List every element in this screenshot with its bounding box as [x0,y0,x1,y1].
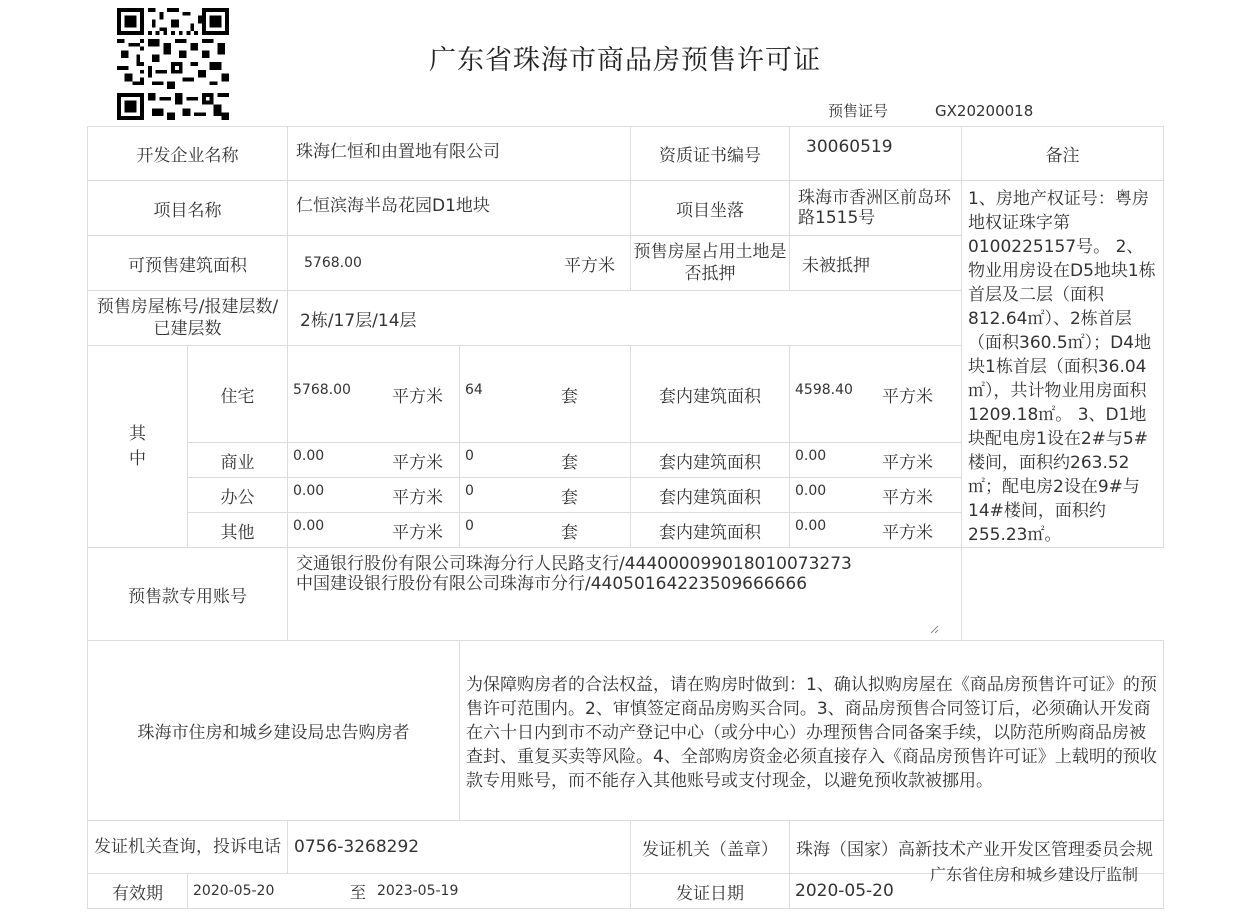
issuer-label: 发证机关（盖章） [631,821,790,874]
mortgage-label: 预售房屋占用土地是否抵押 [631,236,790,291]
account-line-1: 交通银行股份有限公司珠海分行人民路支行/444000099018010073273 [296,554,852,574]
other-area-unit: 平方米 [392,522,443,543]
type-other: 其他 [188,513,288,548]
residential-count: 64 [465,381,483,398]
issue-date-label: 发证日期 [631,874,790,909]
commercial-area-cell [288,443,460,478]
other-inner-unit: 平方米 [882,522,933,543]
sale-area-label: 可预售建筑面积 [88,236,288,291]
permit-number [828,100,1033,121]
developer-label: 开发企业名称 [88,127,288,181]
residential-inner-unit: 平方米 [882,386,933,407]
other-count-unit: 套 [561,522,578,543]
qualification-value: 30060519 [790,127,962,181]
sale-area-value: 5768.00 [304,255,362,271]
location-value: 珠海市香洲区前岛环路1515号 [790,181,962,236]
issuer-value: 珠海（国家）高新技术产业开发区管理委员会规 [790,821,1164,874]
account-textarea[interactable] [288,548,962,641]
commercial-area-unit: 平方米 [392,452,443,473]
project-value: 仁恒滨海半岛花园D1地块 [288,181,631,236]
type-office: 办公 [188,478,288,513]
commercial-inner-label: 套内建筑面积 [631,443,790,478]
mortgage-value: 未被抵押 [790,236,962,291]
office-count-unit: 套 [561,487,578,508]
complaint-label: 发证机关查询，投诉电话 [88,821,288,874]
other-area: 0.00 [293,517,325,534]
commercial-inner-cell [790,443,962,478]
document-title: 广东省珠海市商品房预售许可证 [429,45,821,76]
residential-area: 5768.00 [293,381,351,398]
office-inner-unit: 平方米 [882,487,933,508]
notice-text: 为保障购房者的合法权益，请在购房时做到：1、确认拟购房屋在《商品房预售许可证》的预售许可范围内。2、审慎签定商品房购买合同。3、商品房预售合同签订后，必须确认开发商在六十日内到市不动产登记中心（或分中心）办理预售合同备案手续，以防范所购商品房被查封、重复买卖等风险。4、全部购房资金必须直接存入《商品房预售许可证》上载明的预收款专用账号，而不能存入其他账号或支付现金，以避免预收款被挪用。 [460,641,1164,821]
other-inner-cell [790,513,962,548]
buildings-label: 预售房屋栋号/报建层数/已建层数 [88,291,288,346]
office-area: 0.00 [293,482,325,499]
qualification-label: 资质证书编号 [631,127,790,181]
residential-inner-label: 套内建筑面积 [631,346,790,443]
complaint-value: 0756-3268292 [288,821,631,874]
office-area-unit: 平方米 [392,487,443,508]
validity-label: 有效期 [88,874,188,909]
office-count: 0 [465,482,474,499]
residential-inner-area: 4598.40 [795,381,853,398]
commercial-count: 0 [465,447,474,464]
account-label: 预售款专用账号 [88,548,288,641]
validity-to-label: 至 [350,882,367,902]
commercial-count-cell [460,443,631,478]
issue-date-value: 2020-05-20 [790,874,1164,909]
account-line-2: 中国建设银行股份有限公司珠海市分行/440501642235096666​66 [296,574,808,594]
commercial-inner-unit: 平方米 [882,452,933,473]
commercial-inner-area: 0.00 [795,447,827,464]
permit-value: GX20200018 [935,102,1034,120]
other-area-cell [288,513,460,548]
validity-to: 2023-05-19 [377,883,459,899]
type-residential: 住宅 [188,346,288,443]
commercial-count-unit: 套 [561,452,578,473]
office-inner-area: 0.00 [795,482,827,499]
notice-label: 珠海市住房和城乡建设局忠告购房者 [88,641,460,821]
developer-value: 珠海仁恒和由置地有限公司 [288,127,631,181]
resize-handle-icon[interactable] [929,624,939,634]
other-inner-label: 套内建筑面积 [631,513,790,548]
office-inner-cell [790,478,962,513]
other-count-cell [460,513,631,548]
office-count-cell [460,478,631,513]
permit-table [87,126,1164,909]
residential-area-cell [288,346,460,443]
project-label: 项目名称 [88,181,288,236]
residential-count-cell [460,346,631,443]
residential-inner-cell [790,346,962,443]
buildings-value: 2栋/17层/14层 [288,291,962,346]
office-area-cell [288,478,460,513]
location-label: 项目坐落 [631,181,790,236]
residential-area-unit: 平方米 [392,386,443,407]
remarks-label: 备注 [962,127,1164,181]
validity-from: 2020-05-20 [193,883,275,899]
other-count: 0 [465,517,474,534]
sale-area-unit: 平方米 [564,255,615,276]
breakdown-label: 其 中 [88,346,188,548]
supervisor-footer: 广东省住房和城乡建设厅监制 [930,865,1139,884]
validity-cell [188,874,631,909]
type-commercial: 商业 [188,443,288,478]
remarks-text: 1、房地产权证号：粤房地权证珠字第0100225157号。 2、物业用房设在D5地块1栋首层及二层（面积812.64㎡）、2栋首层（面积360.5㎡）；D4地块1栋首层（面积36.04㎡），共计物业用房面积1209.18㎡。 3、D1地块配电房1设在2#与5#楼间，面积约263.52㎡；配电房2设在9#与14#楼间，面积约255.23㎡。 [962,181,1164,548]
office-inner-label: 套内建筑面积 [631,478,790,513]
commercial-area: 0.00 [293,447,325,464]
other-inner-area: 0.00 [795,517,827,534]
permit-label: 预售证号 [828,102,889,120]
residential-count-unit: 套 [561,386,578,407]
sale-area-cell [288,236,631,291]
